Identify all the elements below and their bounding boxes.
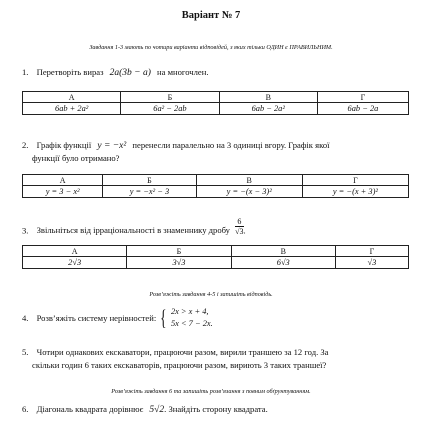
task-2-expression: y = −x² — [97, 141, 127, 151]
task-1-header-c: В — [219, 92, 317, 103]
task-1-header-d: Г — [317, 92, 408, 103]
task-1-expression: 2a(3b − a) — [109, 68, 151, 78]
task-3-fraction — [235, 217, 243, 236]
system-brace: { — [160, 305, 167, 330]
task-2-answer-b: y = −x² − 3 — [103, 186, 196, 198]
task-3-header-b: Б — [127, 246, 231, 257]
task-4-text: Розв’яжіть систему нерівностей: — [36, 313, 157, 323]
task-2-line-2: функції було отримано? — [32, 153, 120, 163]
task-1-answer-d: 6ab − 2a — [317, 103, 408, 115]
task-5-line-2: скільки годин 6 таких екскаваторів, працюючи разом, вириють 3 таких траншеї? — [32, 360, 327, 370]
task-1-answer-c: 6ab − 2a² — [219, 103, 317, 115]
task-1-answer-b: 6a² − 2ab — [121, 103, 219, 115]
task-2-answer-a: y = 3 − x² — [23, 186, 103, 198]
task-2-text-before: Графік функції — [36, 140, 92, 150]
task-1-answer-table — [22, 91, 409, 115]
page-title: Варіант № 7 — [181, 10, 241, 21]
task-6-expression: 5√2 — [149, 405, 165, 415]
task-3-header-a: А — [23, 246, 127, 257]
task-1-header-a: А — [23, 92, 121, 103]
inequality-line-2: 5x < 7 − 2x. — [170, 319, 213, 328]
task-2-answer-c: y = −(x − 3)² — [196, 186, 302, 198]
task-3-header-c: В — [231, 246, 335, 257]
task-2-answer-d: y = −(x + 3)² — [302, 186, 408, 198]
task-4-number: 4. — [22, 313, 29, 323]
task-6-text-before: Діагональ квадрата дорівнює — [36, 404, 144, 414]
task-2-header-b: Б — [103, 175, 196, 186]
task-2-answer-table — [22, 174, 409, 198]
task-3-answer-b: 3√3 — [127, 257, 231, 269]
inequality-system — [171, 306, 213, 330]
task-1-number: 1. — [22, 67, 29, 77]
task-4 — [22, 306, 213, 330]
task-5-line-1: Чотири однакових екскаватори, працюючи разом, вирили траншею за 12 год. За — [36, 347, 329, 357]
task-3-answer-c: 6√3 — [231, 257, 335, 269]
task-2 — [22, 139, 330, 152]
task-6 — [22, 403, 268, 416]
task-3-header-d: Г — [335, 246, 408, 257]
task-5 — [22, 346, 329, 358]
task-3-answer-d: √3 — [335, 257, 408, 269]
task-1-answer-a: 6ab + 2a² — [23, 103, 121, 115]
task-1-text-after: на многочлен. — [157, 67, 209, 77]
task-3-fraction-denominator: √3 — [235, 227, 244, 236]
task-2-header-c: В — [196, 175, 302, 186]
task-2-text-after: перенесли паралельно на 3 одиниці вгору. Графік якої — [132, 140, 330, 150]
task-3 — [22, 217, 246, 241]
task-5-number: 5. — [22, 347, 29, 357]
task-3-answer-table — [22, 245, 409, 269]
task-2-header-d: Г — [302, 175, 408, 186]
task-3-answer-a: 2√3 — [23, 257, 127, 269]
task-3-number: 3. — [22, 225, 29, 236]
task-3-text: Звільніться від ірраціональності в знаменнику дробу — [36, 225, 230, 236]
instruction-note-1: Завдання 1-3 мають по чотири варіанти відповідей, з яких тільки ОДИН є ПРАВИЛЬНИМ. — [89, 44, 333, 51]
task-3-fraction-numerator: 6 — [237, 217, 242, 226]
instruction-note-2: Розв’яжіть завдання 4-5 і запишіть відповідь. — [149, 291, 273, 298]
task-6-number: 6. — [22, 404, 29, 414]
task-2-header-a: А — [23, 175, 103, 186]
task-2-number: 2. — [22, 140, 29, 150]
inequality-line-1: 2x > x + 4, — [170, 307, 209, 316]
task-1 — [22, 66, 208, 79]
task-6-text-after: . Знайдіть сторону квадрата. — [164, 404, 268, 414]
instruction-note-3: Розв’яжіть завдання 6 та запишіть розв’язання з повним обґрунтуванням. — [111, 388, 311, 395]
task-3-end: . — [243, 225, 246, 236]
task-1-header-b: Б — [121, 92, 219, 103]
task-1-text-before: Перетворіть вираз — [36, 67, 104, 77]
